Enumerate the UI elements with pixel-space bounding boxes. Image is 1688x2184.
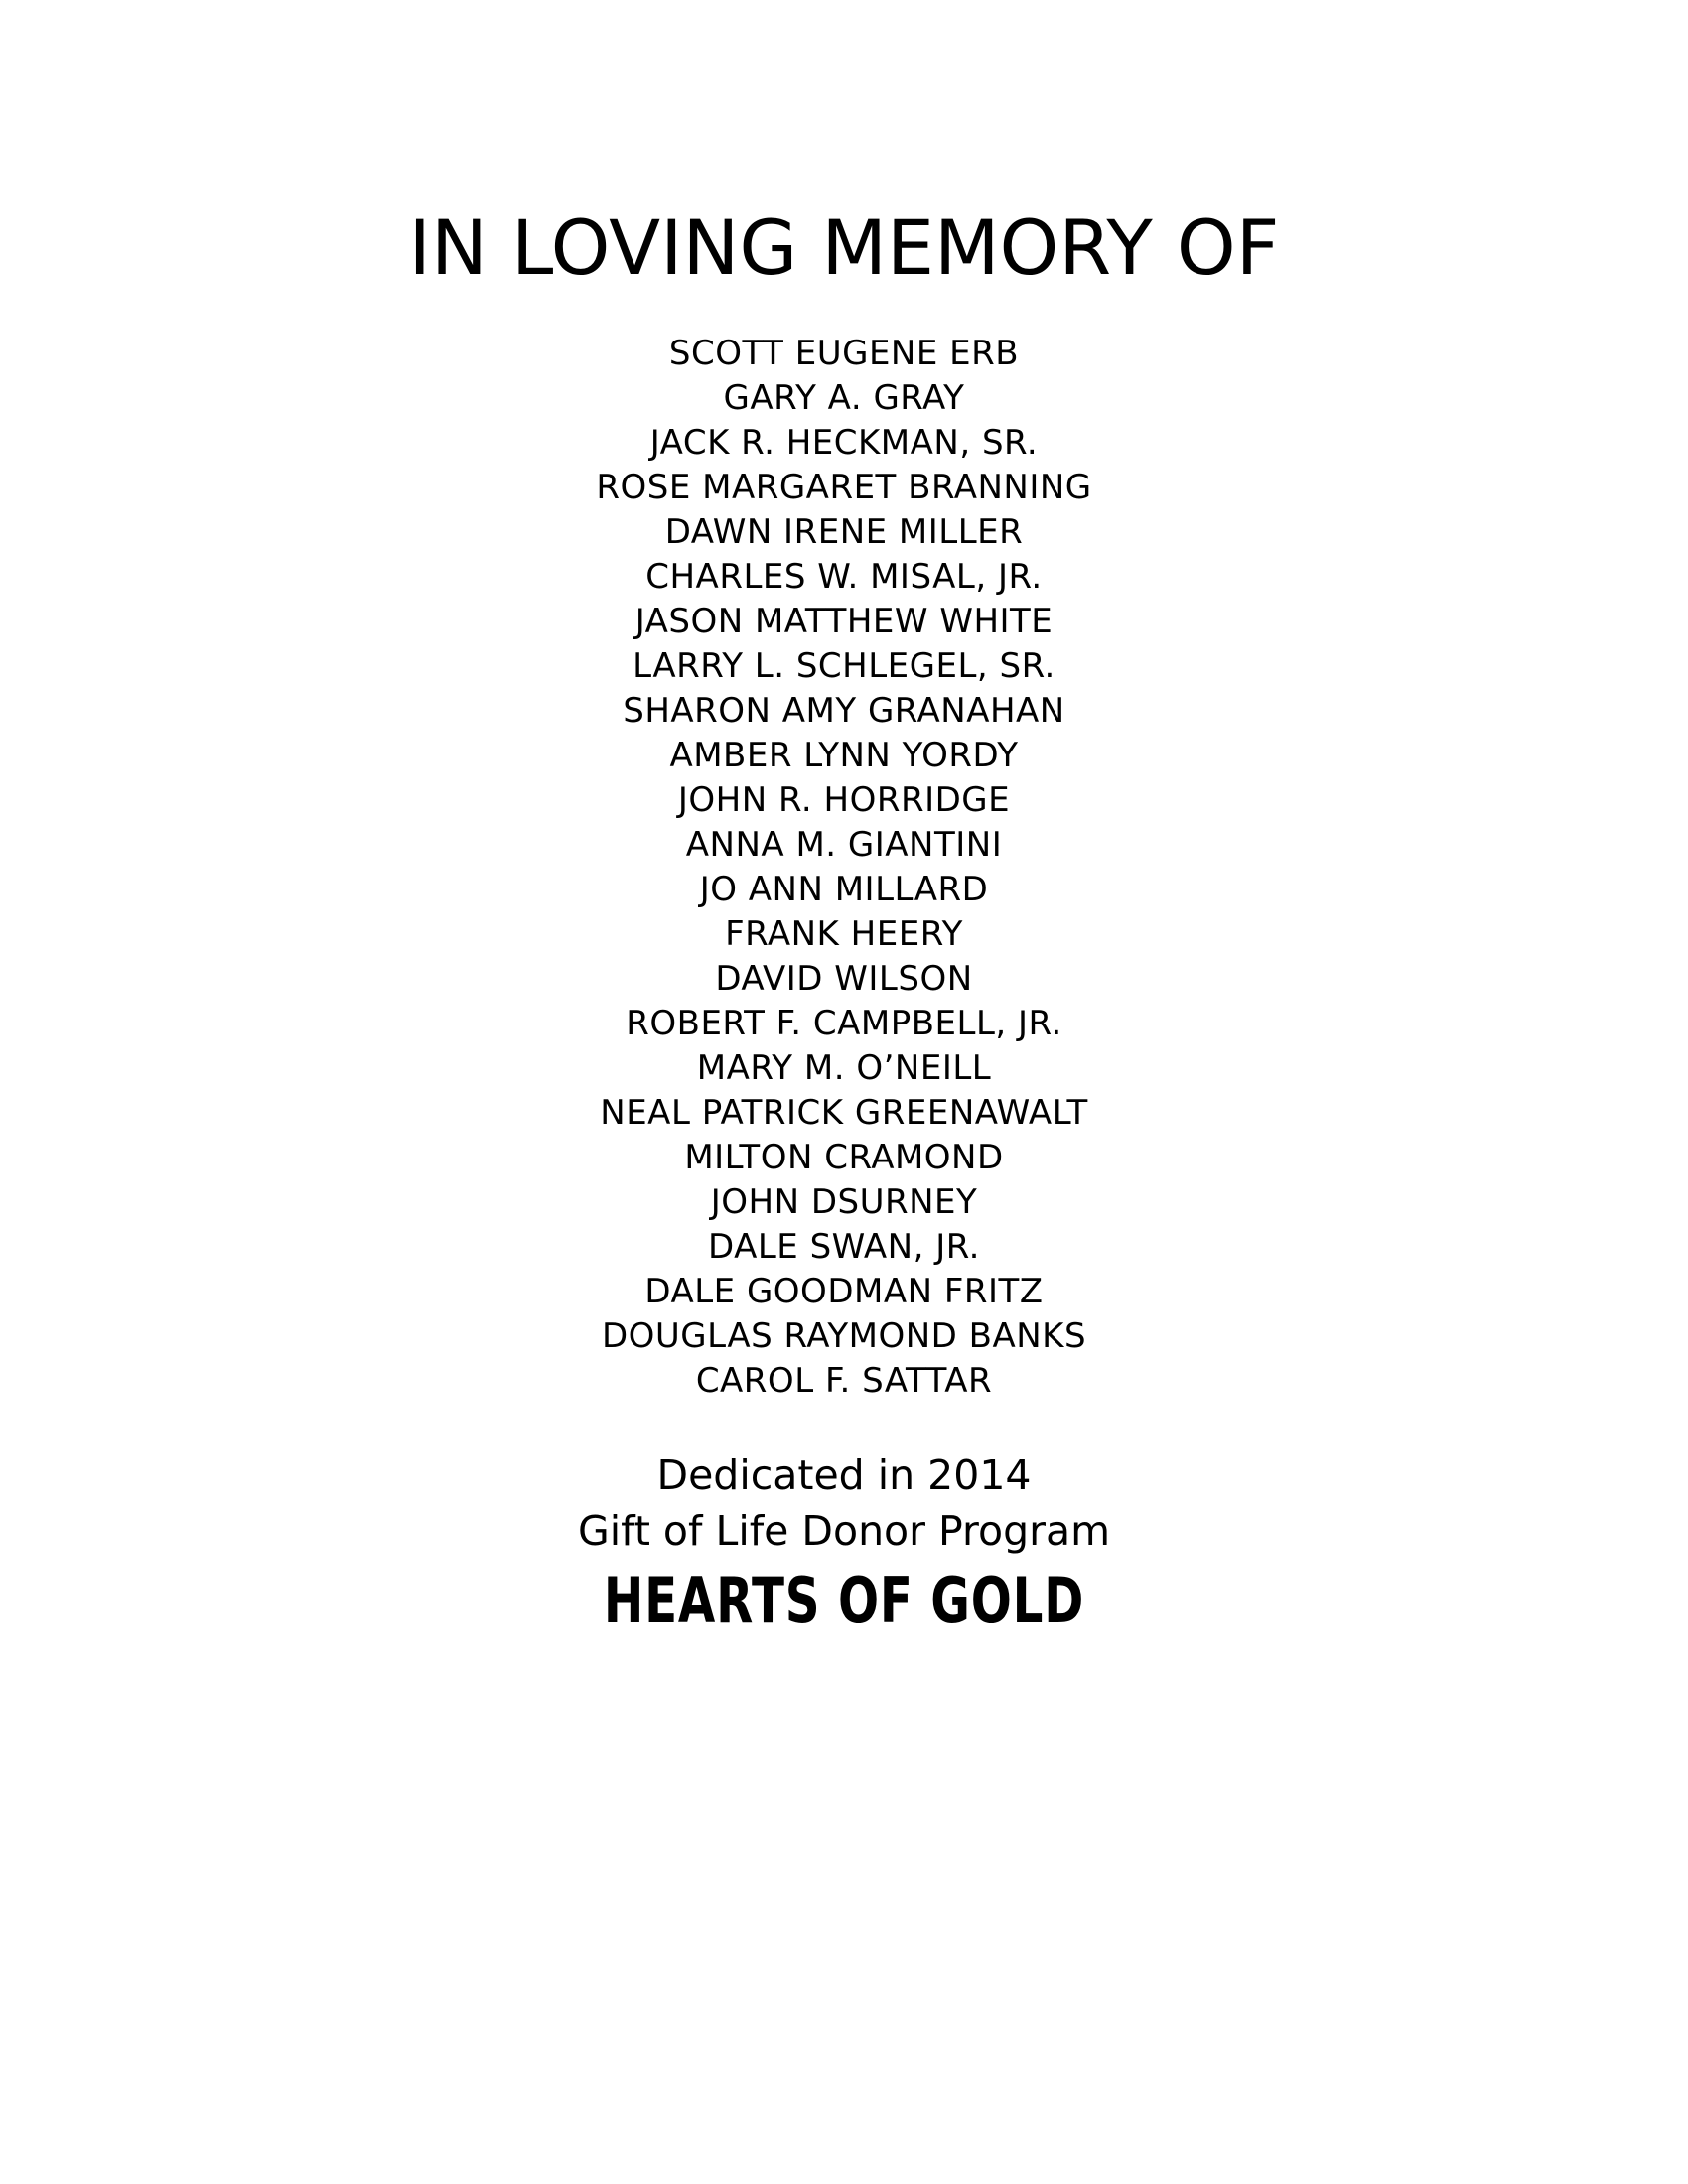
list-item: DALE SWAN, JR. — [708, 1227, 980, 1267]
names-list — [0, 332, 1688, 1404]
list-item: SCOTT EUGENE ERB — [668, 334, 1020, 373]
list-item: CAROL F. SATTAR — [695, 1361, 993, 1401]
list-item: JO ANN MILLARD — [699, 870, 989, 909]
list-item: DALE GOODMAN FRITZ — [644, 1272, 1044, 1311]
list-item: MILTON CRAMOND — [684, 1138, 1004, 1177]
list-item: GARY A. GRAY — [723, 378, 965, 418]
hearts-of-gold-title: HEARTS OF GOLD — [603, 1565, 1085, 1637]
list-item: JOHN R. HORRIDGE — [677, 780, 1011, 820]
list-item: ROBERT F. CAMPBELL, JR. — [626, 1004, 1062, 1043]
list-item: CHARLES W. MISAL, JR. — [645, 557, 1043, 597]
list-item: MARY M. O’NEILL — [696, 1048, 992, 1088]
list-item: JOHN DSURNEY — [710, 1182, 978, 1222]
page-title: IN LOVING MEMORY OF — [408, 204, 1280, 292]
list-item: DAVID WILSON — [715, 959, 973, 999]
list-item: LARRY L. SCHLEGEL, SR. — [633, 646, 1055, 686]
dedication-block — [0, 1447, 1688, 1559]
dedication-program: Gift of Life Donor Program — [577, 1507, 1111, 1555]
list-item: FRANK HEERY — [725, 914, 963, 954]
dedication-year: Dedicated in 2014 — [656, 1451, 1032, 1499]
list-item: SHARON AMY GRANAHAN — [623, 691, 1065, 731]
list-item: ANNA M. GIANTINI — [685, 825, 1003, 865]
list-item: ROSE MARGARET BRANNING — [596, 468, 1092, 507]
list-item: JASON MATTHEW WHITE — [634, 602, 1054, 641]
list-item: JACK R. HECKMAN, SR. — [649, 423, 1039, 463]
list-item: NEAL PATRICK GREENAWALT — [600, 1093, 1088, 1133]
list-item: AMBER LYNN YORDY — [669, 736, 1019, 775]
list-item: DOUGLAS RAYMOND BANKS — [601, 1316, 1087, 1356]
list-item: DAWN IRENE MILLER — [664, 512, 1024, 552]
